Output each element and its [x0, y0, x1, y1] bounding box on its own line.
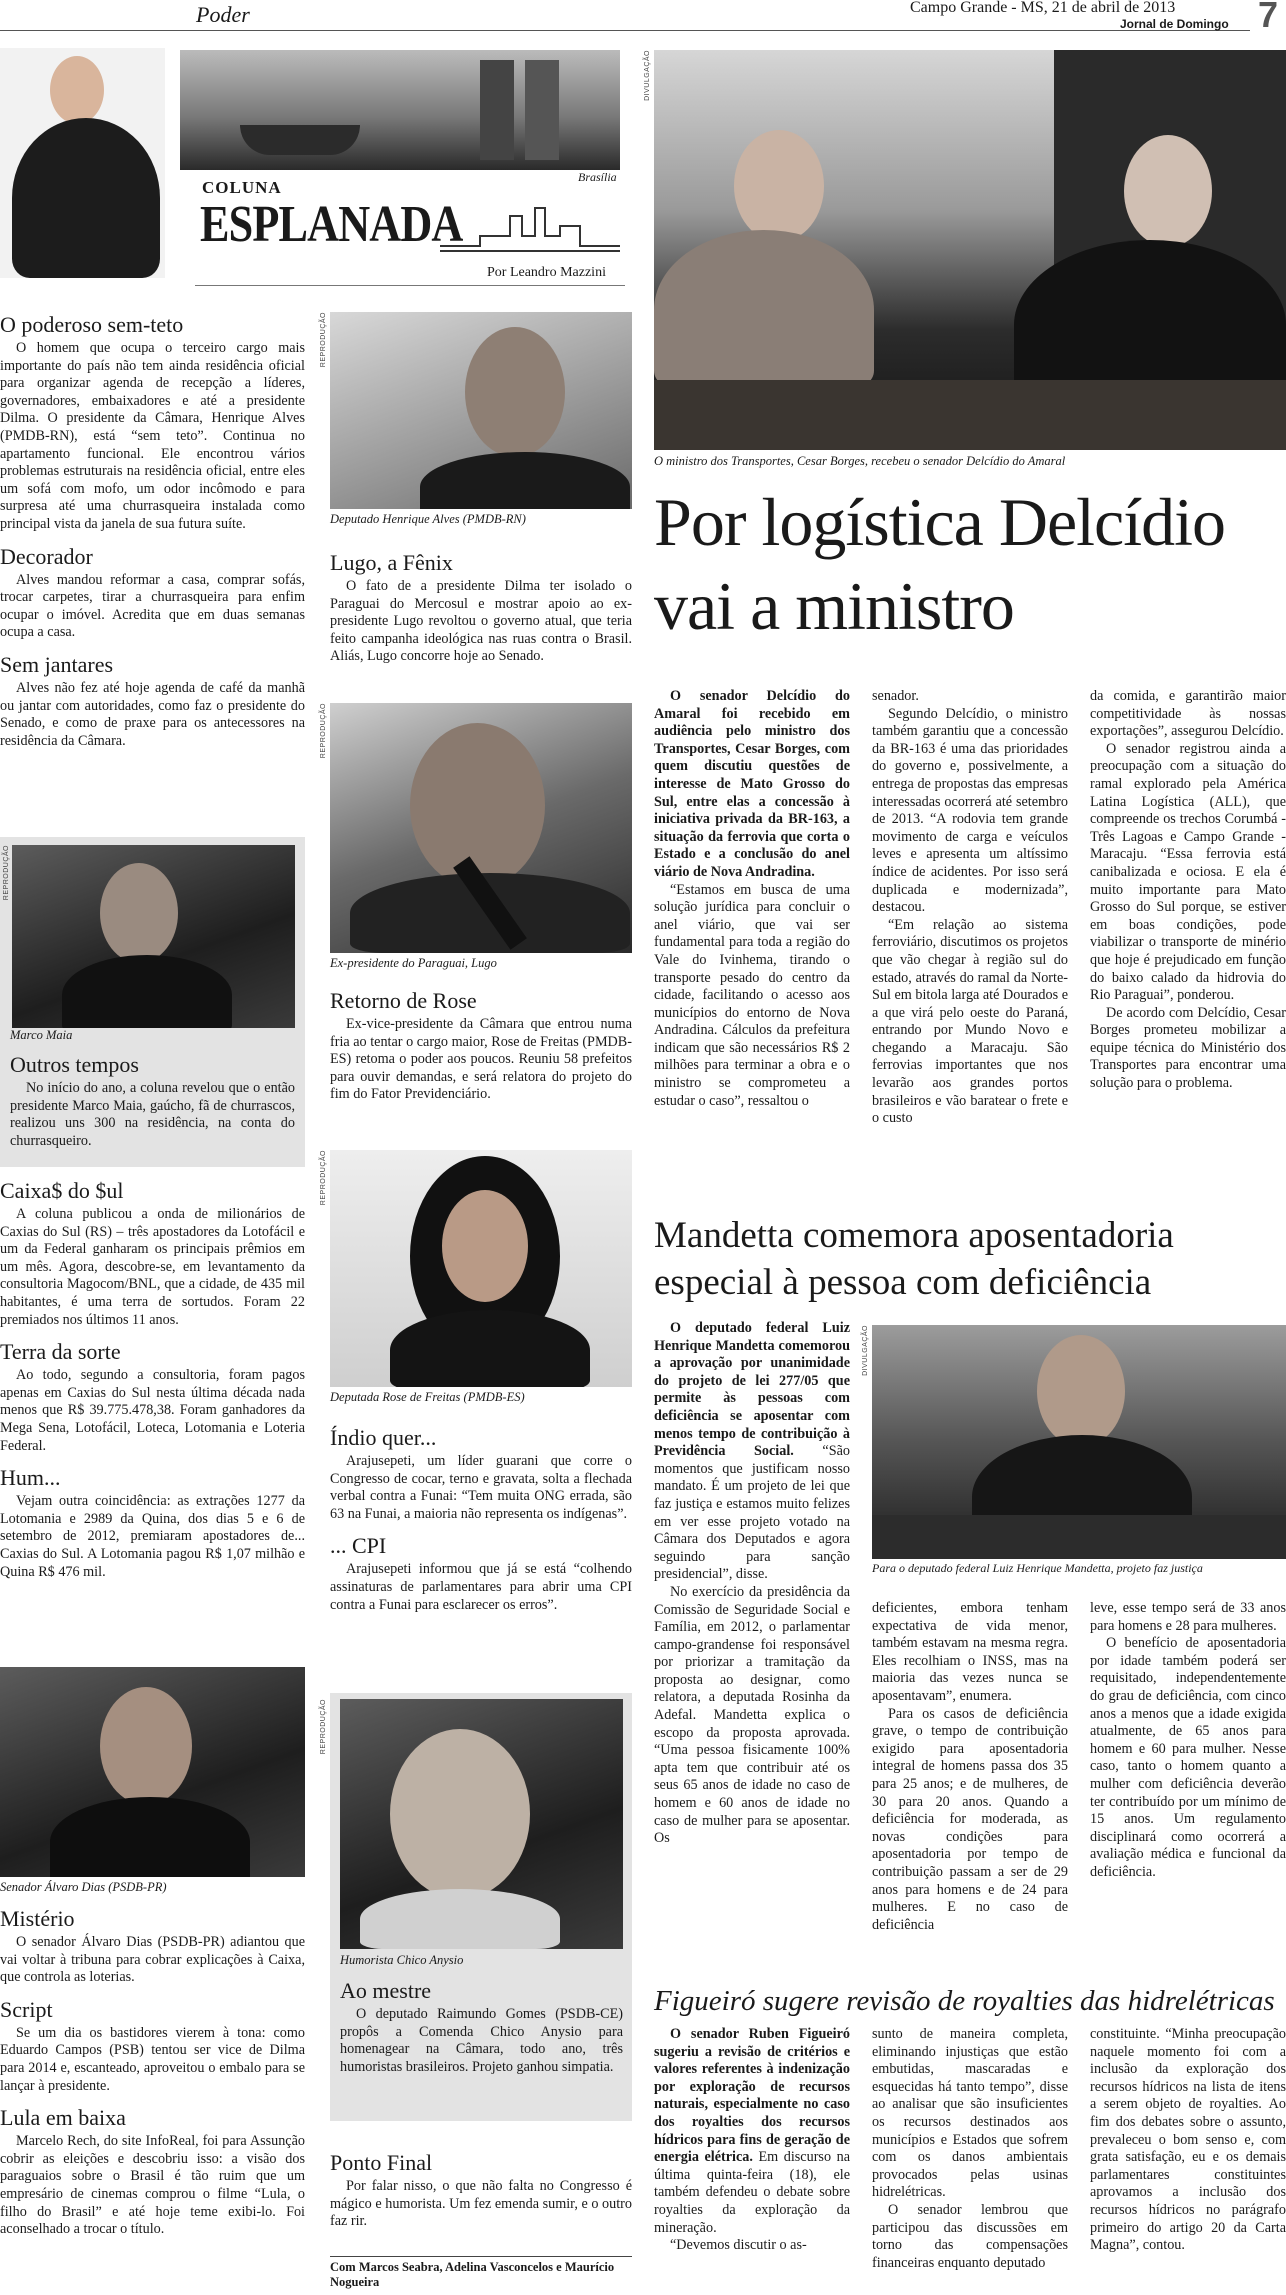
article-text: Segundo Delcídio, o ministro também garantiu que a concessão da BR-163 é uma das prioridades do governo e, possivelmente, a entrega de propostas das empresas interessadas ocorrerá até setembro de 2013. “A rodovia tem grande movimento de carga e veículos leves e apresenta um altíssimo índice de acidentes. Por isso será duplicada e modernizada”, destacou.	[872, 705, 1068, 916]
article-text: senador.	[872, 688, 919, 704]
rose-article	[330, 988, 632, 1104]
figueiro-col-2	[872, 2026, 1068, 2272]
column-name: ESPLANADA	[200, 196, 463, 253]
borges-suit	[654, 230, 874, 390]
article-text: O homem que ocupa o terceiro cargo mais importante do país não tem ainda residência oficial para organizar agenda de recepção a líderes, governadores, embaixadores e até a presidente Dilma. O presidente da Câmara, Henrique Alves (PMDB-RN), está “sem teto”. Continua no apartamento funcional. Ele encontrou vários problemas estruturais na residência oficial, entre eles um sofá com mofo, um odor incômodo e para surpresa até uma churrasqueira instalada como principal vista da janela de sua futura suíte.	[0, 340, 305, 532]
figueiro-col-3	[1090, 2026, 1286, 2255]
article-text: sunto de maneira completa, eliminando injustiças que estão embutidas, mascaradas e esquecidas há tanto tempo”, disse ao analisar que são insuficientes os recursos destinados aos municípios e Estados que sofrem com os danos ambientais provocados pelas usinas hidrelétricas.	[872, 2026, 1068, 2201]
chico-head	[390, 1729, 530, 1899]
photo-credit: REPRODUÇÃO	[320, 1699, 327, 1755]
figueiro-col-1	[654, 2026, 850, 2255]
mandetta-col-3	[1090, 1600, 1286, 1882]
alvaro-photo	[0, 1667, 305, 1877]
photo-caption: Marco Maia	[10, 1028, 73, 1042]
article-text: Ao todo, segundo a consultoria, foram pagos apenas em Caxias do Sul nesta última década nada menos que R$ 39.775.478,38. Foram ganhadores da Mega Sena, Lotofácil, Loteca, Lotomania e Loteria Federal.	[0, 1367, 305, 1454]
photo-caption: Humorista Chico Anysio	[340, 1953, 464, 1967]
article-text: O senador lembrou que participou das discussões em torno das compensações financeiras enquanto deputado	[872, 2201, 1068, 2271]
henrique-head	[465, 327, 565, 457]
column-byline: Por Leandro Mazzini	[487, 265, 606, 280]
main-col-3	[1090, 688, 1286, 1093]
article-text: “Estamos em busca de uma solução jurídica para concluir o anel viário, que vai ser fundamental para toda a região do Vale do Ivinhema, tirando o transporte pesado do centro da cidade, facilitando o acesso aos municípios do entorno de Nova Andradina. Cálculos da prefeitura indicam que são necessários R$ 2 milhões para terminar a obra e o ministro se comprometeu a estudar o caso”, ressaltou o	[654, 881, 850, 1109]
left-column-middle	[0, 1178, 305, 1581]
mandetta-paragraph	[654, 1320, 850, 1584]
column-rule	[195, 285, 625, 286]
article-title: Hum...	[0, 1465, 61, 1491]
photo-credit: REPRODUÇÃO	[3, 845, 10, 901]
photo-caption: Deputada Rose de Freitas (PMDB-ES)	[330, 1390, 525, 1404]
main-col-1	[654, 688, 850, 1110]
section-title: Poder	[196, 2, 250, 27]
article-lead: O senador Delcídio do Amaral foi recebido em audiência pelo ministro dos Transportes, Cesar Borges, com quem discutiu questões de interesse de Mato Grosso do Sul, entre elas a concessão à iniciativa privada da BR-163, a situação da ferrovia que corta o Estado e a conclusão do anel viário de Nova Andradina.	[654, 688, 850, 880]
mestre-article	[340, 1978, 623, 2076]
henrique-suit	[420, 452, 630, 509]
photo-credit: REPRODUÇÃO	[320, 312, 327, 368]
contributors: Com Marcos Seabra, Adelina Vasconcelos e Maurício Nogueira	[330, 2260, 615, 2289]
article-lead: O senador Ruben Figueiró sugeriu a revisão de critérios e valores referentes à indenização por exploração de recursos naturais, especialmente no caso dos royalties dos recursos hídricos para fins de geração de energia elétrica.	[654, 2026, 850, 2166]
skyline-icon	[440, 196, 620, 256]
desk	[872, 1515, 1286, 1559]
article-title: Mistério	[0, 1906, 75, 1931]
brasilia-photo	[180, 50, 620, 170]
main-headline: Por logística Delcídio vai a ministro	[654, 484, 1226, 644]
borges-head	[734, 130, 824, 242]
photo-caption: Ex-presidente do Paraguai, Lugo	[330, 956, 497, 970]
table	[654, 380, 1286, 450]
alvaro-suit	[50, 1797, 250, 1877]
delcidio-head	[1124, 135, 1212, 247]
rose-head	[442, 1190, 528, 1302]
alvaro-head	[100, 1687, 192, 1805]
mandetta-col-1	[654, 1320, 850, 1848]
photo-caption: Para o deputado federal Luiz Henrique Mandetta, projeto faz justiça	[872, 1561, 1203, 1575]
article-text: constituinte. “Minha preocupação naquele momento foi com a inclusão da exploração dos recursos hídricos na lista de itens a serem objeto de royalties. Ao fim dos debates sobre o assunto, prevaleceu o bom senso e, com grata satisfação, eu e os demais parlamentares constituintes aprovamos a inclusão dos recursos hídricos no parágrafo primeiro do artigo 20 da Carta Magna”, contou.	[1090, 2026, 1286, 2254]
article-text: Se um dia os bastidores vierem à tona: como Eduardo Campos (PSB) tentou ser vice de Dilma para 2014 e, escanteado, aproveitou o embalo para se lançar à presidente.	[0, 2024, 305, 2094]
photo-caption: Senador Álvaro Dias (PSDB-PR)	[0, 1880, 167, 1894]
maia-suit	[62, 955, 232, 1028]
article-title: Ao mestre	[340, 1978, 432, 2003]
article-text: deficientes, embora tenham expectativa de vida menor, também estavam na mesma regra. Eles recolhiam o INSS, mas na maioria das vezes nunca se aposentavam”, enumera.	[872, 1600, 1068, 1704]
article-text: De acordo com Delcídio, Cesar Borges prometeu mobilizar a equipe técnica do Ministério dos Transportes para encontrar uma solução para o problema.	[1090, 1004, 1286, 1092]
article-text: Por falar nisso, o que não falta no Congresso é mágico e humorista. Um fez emenda sumir, e o outro faz rir.	[330, 2178, 632, 2230]
maia-photo	[12, 845, 295, 1028]
photo-credit: DIVULGAÇÃO	[644, 50, 651, 101]
photo-credit: DIVULGAÇÃO	[862, 1325, 869, 1376]
main-col-2	[872, 688, 1068, 1128]
left-column-top	[0, 312, 305, 750]
congress-tower-b	[525, 60, 559, 160]
article-text: Marcelo Rech, do site InfoReal, foi para Assunção cobrir as eleições e descobriu isso: a visão dos paraguaios sobre o Brasil é tão ruim que um empresário de cinemas comprou o filme “Lula, o filho do Brasil” e até hoje teme exibi-lo. Foi aconselhado a trocar o título.	[0, 2133, 305, 2238]
article-text: O senador Álvaro Dias (PSDB-PR) adiantou que vai voltar à tribuna para cobrar explicações à Caixa, que controla as loterias.	[0, 1934, 305, 1986]
mandetta-col-2	[872, 1600, 1068, 1934]
figueiro-headline: Figueiró sugere revisão de royalties das hidrelétricas	[654, 1985, 1275, 2017]
photo-credit: REPRODUÇÃO	[320, 703, 327, 759]
mandetta-headline: Mandetta comemora aposentadoria especial à pessoa com deficiência	[654, 1215, 1174, 1303]
section-header	[0, 0, 1286, 34]
article-text: O fato de a presidente Dilma ter isolado o Paraguai do Mercosul e mostrar apoio ao ex-presidente Lugo revoltou o governo atual, que teria feito campanha ideológica nas ruas contra o Brasil. Aliás, Lugo concorre hoje ao Senado.	[330, 578, 632, 665]
paper-name: Jornal de Domingo	[1120, 17, 1229, 31]
photo-city: Brasília	[578, 170, 617, 184]
article-text: leve, esse tempo será de 33 anos para homens e 28 para mulheres.	[1090, 1600, 1286, 1634]
article-text: O deputado Raimundo Gomes (PSDB-CE) propôs a Comenda Chico Anysio para homenagear na Câmara, todo ano, três humoristas brasileiros. Projeto ganhou simpatia.	[340, 2006, 623, 2075]
article-text: Arajusepeti informou que já se está “colhendo assinaturas de parlamentares para abrir uma CPI contra a Funai para esclarecer os erros”.	[330, 1561, 632, 1613]
article-title: Script	[0, 1996, 53, 2022]
article-title: Lugo, a Fênix	[330, 550, 453, 575]
congress-dome	[240, 125, 360, 155]
meeting-photo	[654, 50, 1286, 450]
article-title: Índio quer...	[330, 1425, 437, 1450]
column-label: COLUNA	[202, 178, 282, 197]
lugo-photo	[330, 703, 632, 953]
mandetta-head	[1037, 1335, 1125, 1447]
article-title: Retorno de Rose	[330, 988, 477, 1013]
article-text: “Devemos discutir o as-	[670, 2237, 807, 2254]
figueiro-paragraph	[654, 2026, 850, 2237]
left-column-bottom	[0, 1906, 305, 2239]
article-text: Arajusepeti, um líder guarani que corre o Congresso de cocar, terno e gravata, solta a flechada verbal contra a Funai: “Tem muita ONG errada, são 63 na Funai, a maioria não representa os indígenas”.	[330, 1453, 632, 1522]
photo-caption: O ministro dos Transportes, Cesar Borges, recebeu o senador Delcídio do Amaral	[654, 454, 1066, 468]
article-title: Outros tempos	[10, 1052, 139, 1077]
indio-article	[330, 1425, 632, 1614]
henrique-photo	[330, 312, 632, 509]
article-title: Sem jantares	[0, 651, 114, 677]
article-text: “São momentos que justificam nosso mandato. É um projeto de lei que faz justiça e estamos muito felizes em ver esse projeto votado na Câmara dos Deputados e agora seguindo para sanção presidencial”, disse.	[654, 1443, 850, 1583]
article-text: da comida, e garantirão maior competitividade às nossas exportações”, assegurou Delcídio.	[1090, 688, 1286, 740]
article-text: Em discurso na última quinta-feira (18), ele também defendeu o debate sobre royalties da exploração da mineração.	[654, 2149, 850, 2236]
congress-tower-a	[480, 60, 514, 160]
article-text: Alves mandou reformar a casa, comprar sofás, trocar carpetes, tirar a churrasqueira para enfim ocupar o imóvel. Acredita que em duas semanas ocupa a casa.	[0, 571, 305, 641]
header-rule	[0, 30, 1250, 31]
columnist-head	[50, 56, 104, 124]
chico-box	[320, 1693, 632, 2121]
lugo-head	[410, 723, 545, 888]
article-lead: O deputado federal Luiz Henrique Mandetta comemorou a aprovação por unanimidade do projeto de lei 277/05 que permite às pessoas com deficiência se aposentar com menos tempo de contribuição à Previdência Social.	[654, 1320, 850, 1460]
article-title: Caixa$ do $ul	[0, 1178, 124, 1203]
chico-photo	[340, 1699, 623, 1949]
article-text: A coluna publicou a onda de milionários de Caxias do Sul (RS) – três apostadores da Lotofácil e um da Federal ganharam os principais prêmios em um mês. Agora, descobre-se, em levantamento da consultoria Magocom/BNL, que a cidade, de 435 mil habitantes, é uma terra de sortudos. Foram 22 premiados nos últimos 11 anos.	[0, 1206, 305, 1328]
photo-credit: REPRODUÇÃO	[320, 1150, 327, 1206]
maia-box	[0, 837, 305, 1167]
mandetta-photo	[872, 1325, 1286, 1559]
article-text: Ex-vice-presidente da Câmara que entrou numa fria ao tentar o cargo maior, Rose de Freitas (PMDB-ES) retoma o poder aos poucos. Reuniu 58 prefeitos para ouvir demandas, e será relatora do projeto do fim do Fator Previdenciário.	[330, 1016, 632, 1103]
maia-article	[10, 1052, 295, 1150]
contrib-rule	[330, 2256, 632, 2257]
article-text: Para os casos de deficiência grave, o tempo de contribuição exigido para aposentadoria integral de homens passa dos 35 para 25 anos; e de mulheres, de 30 para 20 anos. Quando a deficiência for moderada, as novas condições para aposentadoria por tempo de contribuição passam a ser de 29 anos para homens e de 24 para mulheres. E no caso de deficiência	[872, 1705, 1068, 1933]
article-text: No exercício da presidência da Comissão de Seguridade Social e Família, em 2012, o parlamentar campo-grandense foi responsável por priorizar a tramitação da proposta ao designar, como relatora, a deputada Rosinha da Adefal. Mandetta explica o escopo da proposta aprovada. “Uma pessoa fisicamente 100% apta tem que contribuir até os seus 65 anos de idade no caso de homem e 60 anos de idade no caso de mulher para se aposentar. Os	[654, 1583, 850, 1847]
article-text: No início do ano, a coluna revelou que o então presidente Marco Maia, gaúcho, fã de churrascos, realizou uns 300 na residência, na conta do churrasqueiro.	[10, 1080, 295, 1149]
article-text: Alves não fez até hoje agenda de café da manhã ou jantar com autoridades, como faz o presidente do Senado, e como de praxe para os antecessores na residência da Câmara.	[0, 679, 305, 749]
article-text: “Em relação ao sistema ferroviário, discutimos os projetos que vão chegar à região sul do estado, através do ramal da Norte-Sul em bitola larga até Dourados e a que virá pelo oeste do Paraná, entrando por Mundo Novo e chegando a Maracaju. São ferrovias importantes que nos levarão aos grandes portos brasileiros e vão baratear o frete e o custo	[872, 916, 1068, 1127]
article-title: Lula em baixa	[0, 2105, 126, 2131]
article-title: O poderoso sem-teto	[0, 312, 184, 337]
rose-photo	[330, 1150, 632, 1387]
article-text: O benefício de aposentadoria por idade também poderá ser requisitado, independentemente do grau de deficiência, com cinco anos a menos que a idade exigida atualmente, de 65 anos para homem e 60 para mulher. Nesse caso, tanto o homem quanto a mulher com deficiência deverão ter contribuído por um mínimo de 15 anos. Um regulamento disciplinará como ocorrerá a avaliação médica e funcional da deficiência.	[1090, 1635, 1286, 1880]
dateline: Campo Grande - MS, 21 de abril de 2013	[910, 0, 1176, 16]
article-title: ... CPI	[330, 1533, 387, 1559]
article-text: Vejam outra coincidência: as extrações 1277 da Lotomania e 2989 da Quina, dos dias 5 e 6 de setembro de 2012, premiaram apostadores de... Caxias do Sul. A Lotomania pagou R$ 1,07 milhão e Quina R$ 476 mil.	[0, 1493, 305, 1580]
photo-caption: Deputado Henrique Alves (PMDB-RN)	[330, 512, 526, 526]
article-title: Decorador	[0, 543, 93, 569]
chico-suit	[360, 1889, 560, 1949]
rose-suit	[390, 1310, 590, 1387]
article-title: Terra da sorte	[0, 1339, 121, 1365]
article-text: O senador registrou ainda a preocupação com a situação do ramal explorado pela América Latina Logística (ALL), que compreende os trechos Corumbá - Três Lagoas e Campo Grande - Maracaju. “Essa ferrovia está canibalizada e ociosa. E ela é muito importante para Mato Grosso do Sul porque, se estiver em boas condições, pode viabilizar o transporte de minério que hoje é prejudicado em função do baixo calado da hidrovia do Rio Paraguai”, ponderou.	[1090, 740, 1286, 1004]
final-article	[330, 2150, 632, 2231]
maia-head	[100, 863, 178, 963]
columnist-suit	[12, 118, 160, 278]
columnist-photo	[0, 48, 165, 278]
article-title: Ponto Final	[330, 2150, 433, 2175]
page-number: 7	[1258, 0, 1279, 35]
lugo-article	[330, 550, 632, 666]
